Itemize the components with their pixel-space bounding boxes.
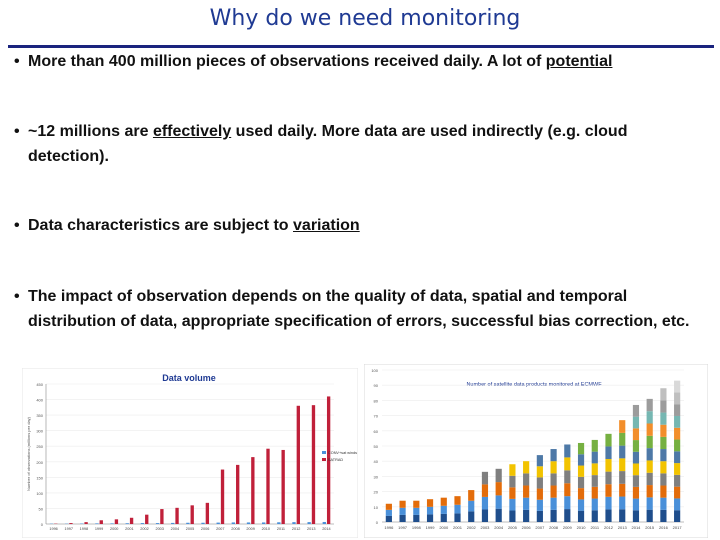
- x-tick-label: 2008: [549, 525, 559, 530]
- x-tick-label: 2004: [170, 527, 180, 531]
- stack-segment-2017: [674, 510, 680, 522]
- stack-segment-2008: [551, 498, 557, 510]
- stack-segment-2013: [619, 497, 625, 510]
- stack-segment-2012: [605, 446, 611, 459]
- chart-frame: [22, 368, 358, 538]
- bar-satrad-2004: [175, 508, 178, 524]
- stack-segment-2012: [605, 434, 611, 447]
- stack-segment-1996: [386, 510, 392, 516]
- y-tick-label: 150: [36, 475, 43, 481]
- x-tick-label: 2012: [604, 525, 613, 530]
- bullet-glyph: •: [14, 53, 20, 70]
- stack-segment-2001: [454, 496, 460, 505]
- bullet-underlined-text: potential: [545, 53, 613, 70]
- stack-segment-2012: [605, 509, 611, 522]
- stack-segment-2014: [633, 510, 639, 522]
- bar-conv-sat-winds-2001: [126, 523, 129, 524]
- stack-segment-2016: [660, 400, 666, 412]
- stack-segment-1999: [427, 499, 433, 507]
- bar-conv-sat-winds-2009: [247, 522, 250, 524]
- x-tick-label: 1997: [398, 525, 408, 530]
- stack-segment-2003: [482, 484, 488, 497]
- stack-segment-2009: [564, 496, 570, 509]
- bar-conv-sat-winds-2000: [110, 523, 113, 524]
- y-tick-label: 10: [373, 504, 378, 510]
- stack-segment-2011: [592, 475, 598, 487]
- stack-segment-2014: [633, 417, 639, 429]
- y-tick-label: 300: [36, 428, 43, 434]
- stack-segment-2017: [674, 392, 680, 404]
- x-tick-label: 2001: [453, 525, 462, 530]
- x-tick-label: 2000: [439, 525, 449, 530]
- stack-segment-2011: [592, 510, 598, 522]
- y-tick-label: 250: [36, 444, 43, 450]
- stack-segment-2004: [496, 509, 502, 522]
- chart-title: Number of satellite data products monitored at ECMWF: [466, 382, 602, 388]
- stack-segment-2006: [523, 510, 529, 522]
- stack-segment-1999: [427, 507, 433, 515]
- slide-title: Why do we need monitoring: [209, 6, 521, 31]
- legend-label: SATRAD: [328, 458, 344, 462]
- y-tick-label: 0: [40, 522, 43, 527]
- stack-segment-2017: [674, 404, 680, 416]
- stack-segment-2010: [578, 488, 584, 499]
- bar-conv-sat-winds-2004: [171, 523, 174, 524]
- stack-segment-2016: [660, 486, 666, 498]
- stack-segment-2007: [537, 511, 543, 522]
- stack-segment-2012: [605, 472, 611, 485]
- bar-satrad-1998: [84, 522, 87, 524]
- stack-segment-2000: [441, 514, 447, 522]
- stack-segment-2016: [660, 413, 666, 425]
- stack-segment-2013: [619, 471, 625, 484]
- bullet-3: [14, 213, 704, 238]
- stack-segment-2016: [660, 498, 666, 510]
- stack-segment-2015: [647, 448, 653, 460]
- y-tick-label: 30: [373, 474, 378, 480]
- bullet-glyph: •: [14, 123, 20, 140]
- stack-segment-1998: [413, 515, 419, 522]
- stack-segment-2002: [468, 511, 474, 522]
- stack-segment-2005: [509, 464, 515, 476]
- x-tick-label: 2013: [307, 527, 316, 531]
- stack-segment-2008: [551, 461, 557, 473]
- stack-segment-2015: [647, 485, 653, 497]
- bar-conv-sat-winds-2002: [141, 523, 144, 524]
- stack-segment-2007: [537, 455, 543, 466]
- data-volume-chart: [22, 368, 358, 538]
- stack-segment-2011: [592, 487, 598, 499]
- stack-segment-2009: [564, 470, 570, 483]
- stack-segment-2017: [674, 463, 680, 475]
- bullet-1: [14, 49, 704, 74]
- stack-segment-2010: [578, 499, 584, 510]
- x-tick-label: 2010: [261, 527, 271, 531]
- satellite-products-chart-svg: [364, 364, 708, 538]
- stack-segment-2009: [564, 444, 570, 457]
- bar-satrad-2002: [145, 515, 148, 524]
- stack-segment-2013: [619, 484, 625, 497]
- stack-segment-2011: [592, 463, 598, 475]
- y-tick-label: 70: [373, 413, 378, 419]
- stack-segment-2014: [633, 440, 639, 452]
- bar-conv-sat-winds-1999: [95, 523, 98, 524]
- stack-segment-1996: [386, 516, 392, 522]
- stack-segment-2009: [564, 509, 570, 522]
- x-tick-label: 2011: [590, 525, 600, 530]
- bar-conv-sat-winds-2011: [277, 522, 280, 524]
- y-tick-label: 200: [36, 459, 43, 465]
- x-tick-label: 2009: [246, 527, 255, 531]
- x-tick-label: 2007: [216, 527, 225, 531]
- stack-segment-2007: [537, 466, 543, 477]
- stack-segment-2016: [660, 473, 666, 485]
- x-tick-label: 2012: [291, 527, 301, 531]
- bullet-glyph: •: [14, 217, 20, 234]
- stack-segment-1999: [427, 514, 433, 522]
- stack-segment-2014: [633, 452, 639, 464]
- bar-conv-sat-winds-2006: [201, 523, 204, 524]
- stack-segment-2012: [605, 459, 611, 472]
- x-tick-label: 2004: [494, 525, 504, 530]
- chart-title: Data volume: [162, 373, 216, 383]
- bar-satrad-2003: [160, 509, 163, 524]
- x-tick-label: 2003: [155, 527, 164, 531]
- stack-segment-2017: [674, 440, 680, 452]
- stack-segment-1996: [386, 504, 392, 510]
- bar-conv-sat-winds-2014: [323, 522, 326, 524]
- legend-swatch: [322, 458, 326, 461]
- bar-satrad-1997: [69, 523, 72, 524]
- x-tick-label: 2010: [576, 525, 586, 530]
- stack-segment-2007: [537, 477, 543, 488]
- y-axis-label: Number of observations (millions per day): [26, 416, 31, 492]
- stack-segment-1997: [400, 501, 406, 508]
- stack-segment-2001: [454, 505, 460, 514]
- stack-segment-2017: [674, 475, 680, 487]
- x-tick-label: 2002: [466, 525, 476, 530]
- x-tick-label: 1997: [64, 527, 73, 531]
- x-tick-label: 1998: [79, 527, 89, 531]
- stack-segment-2005: [509, 487, 515, 499]
- stack-segment-2008: [551, 510, 557, 522]
- stack-segment-2010: [578, 443, 584, 454]
- bar-conv-sat-winds-2012: [292, 522, 295, 524]
- stack-segment-2014: [633, 428, 639, 440]
- y-tick-label: 80: [373, 398, 378, 404]
- satellite-products-chart: [364, 364, 708, 538]
- stack-segment-2015: [647, 411, 653, 423]
- x-tick-label: 2006: [521, 525, 531, 530]
- stack-segment-2014: [633, 499, 639, 511]
- bullet-underlined-text: variation: [293, 217, 360, 234]
- stack-segment-2007: [537, 489, 543, 500]
- bar-satrad-2010: [266, 449, 269, 524]
- stack-segment-2008: [551, 486, 557, 498]
- stack-segment-2013: [619, 433, 625, 446]
- stack-segment-1997: [400, 515, 406, 522]
- bar-satrad-2013: [312, 405, 315, 524]
- stack-segment-2009: [564, 457, 570, 470]
- x-tick-label: 2001: [125, 527, 134, 531]
- y-tick-label: 0: [375, 520, 378, 525]
- y-tick-label: 20: [373, 489, 378, 495]
- legend-label: CONV+sat winds: [328, 451, 358, 455]
- bar-satrad-2000: [115, 519, 118, 524]
- x-tick-label: 2008: [231, 527, 240, 531]
- stack-segment-2013: [619, 446, 625, 459]
- stack-segment-2016: [660, 388, 666, 400]
- bar-satrad-2011: [281, 450, 284, 524]
- x-tick-label: 2014: [631, 525, 641, 530]
- stack-segment-2017: [674, 451, 680, 463]
- stack-segment-2008: [551, 449, 557, 461]
- x-tick-label: 2005: [507, 525, 517, 530]
- stack-segment-2010: [578, 466, 584, 477]
- bar-satrad-1999: [100, 520, 103, 524]
- bar-satrad-2012: [297, 406, 300, 524]
- bar-conv-sat-winds-2013: [307, 522, 310, 524]
- stack-segment-2014: [633, 487, 639, 499]
- bar-satrad-2007: [221, 470, 224, 524]
- x-tick-label: 2009: [562, 525, 572, 530]
- stack-segment-2005: [509, 499, 515, 511]
- bullet-4: [14, 284, 704, 334]
- x-tick-label: 2016: [658, 525, 668, 530]
- stack-segment-2017: [674, 428, 680, 440]
- bar-satrad-2008: [236, 465, 239, 524]
- bullet-text: The impact of observation depends on the quality of data, spatial and temporal distribution of data, appropriate specification of errors, successful bias correction, etc.: [28, 288, 690, 330]
- stack-segment-2006: [523, 498, 529, 510]
- y-tick-label: 100: [371, 368, 378, 373]
- bullet-text: ~12 millions are: [28, 123, 153, 140]
- stack-segment-2015: [647, 473, 653, 485]
- bar-satrad-2009: [251, 457, 254, 524]
- y-tick-label: 40: [373, 459, 378, 465]
- x-tick-label: 2011: [276, 527, 286, 531]
- stack-segment-2000: [441, 498, 447, 506]
- y-tick-label: 90: [373, 383, 378, 389]
- stack-segment-2002: [468, 490, 474, 501]
- stack-segment-2010: [578, 477, 584, 488]
- x-tick-label: 1998: [411, 525, 421, 530]
- stack-segment-2003: [482, 497, 488, 510]
- stack-segment-2013: [619, 509, 625, 522]
- stack-segment-2013: [619, 420, 625, 433]
- x-tick-label: 2000: [109, 527, 119, 531]
- bar-satrad-2005: [191, 505, 194, 524]
- bar-satrad-2006: [206, 503, 209, 524]
- y-tick-label: 60: [373, 428, 378, 434]
- x-tick-label: 2017: [672, 525, 682, 530]
- stack-segment-2002: [468, 501, 474, 512]
- stack-segment-2017: [674, 487, 680, 499]
- stack-segment-2011: [592, 452, 598, 464]
- stack-segment-2004: [496, 469, 502, 482]
- stack-segment-2014: [633, 463, 639, 475]
- stack-segment-2015: [647, 399, 653, 411]
- stack-segment-2011: [592, 499, 598, 511]
- x-tick-label: 1999: [94, 527, 104, 531]
- stack-segment-2010: [578, 511, 584, 522]
- stack-segment-2012: [605, 484, 611, 497]
- x-tick-label: 2005: [185, 527, 195, 531]
- stack-segment-2015: [647, 436, 653, 448]
- stack-segment-2001: [454, 513, 460, 522]
- stack-segment-2013: [619, 458, 625, 471]
- bullet-text: More than 400 million pieces of observations received daily. A lot of: [28, 53, 546, 70]
- stack-segment-2004: [496, 482, 502, 495]
- stack-segment-2011: [592, 440, 598, 452]
- stack-segment-2005: [509, 476, 515, 488]
- stack-segment-2009: [564, 483, 570, 496]
- stack-segment-2006: [523, 473, 529, 485]
- stack-segment-2016: [660, 461, 666, 473]
- stack-segment-2016: [660, 510, 666, 522]
- stack-segment-2015: [647, 497, 653, 509]
- stack-segment-2017: [674, 381, 680, 393]
- stack-segment-2003: [482, 509, 488, 522]
- stack-segment-1998: [413, 508, 419, 515]
- stack-segment-2000: [441, 506, 447, 514]
- stack-segment-2016: [660, 437, 666, 449]
- stack-segment-2014: [633, 475, 639, 487]
- y-tick-label: 100: [36, 490, 43, 496]
- stack-segment-1997: [400, 508, 406, 515]
- x-tick-label: 2013: [617, 525, 627, 530]
- bullet-text: Data characteristics are subject to: [28, 217, 294, 234]
- stack-segment-2004: [496, 495, 502, 508]
- bar-satrad-2001: [130, 518, 133, 524]
- y-tick-label: 450: [36, 382, 43, 387]
- bullet-underlined-text: effectively: [152, 123, 232, 140]
- y-tick-label: 50: [38, 506, 43, 512]
- bullet-glyph: •: [14, 288, 20, 305]
- legend-swatch: [322, 451, 326, 454]
- stack-segment-2010: [578, 454, 584, 465]
- y-tick-label: 400: [36, 397, 43, 403]
- stack-segment-2017: [674, 498, 680, 510]
- bar-conv-sat-winds-2005: [186, 523, 189, 524]
- x-tick-label: 1996: [384, 525, 394, 530]
- bar-conv-sat-winds-2010: [262, 522, 265, 524]
- stack-segment-2005: [509, 510, 515, 522]
- bullet-2: • ~12 millions are effectively used daily. More data are used indirectly (e.g. cloud detection).: [14, 119, 704, 169]
- stack-segment-2015: [647, 510, 653, 522]
- x-tick-label: 2002: [140, 527, 149, 531]
- x-tick-label: 2003: [480, 525, 490, 530]
- x-tick-label: 2007: [535, 525, 545, 530]
- x-tick-label: 1996: [49, 527, 58, 531]
- y-tick-label: 350: [36, 413, 43, 419]
- data-volume-chart-svg: [22, 368, 358, 538]
- stack-segment-2016: [660, 425, 666, 437]
- x-tick-label: 2014: [322, 527, 331, 531]
- stack-segment-2008: [551, 473, 557, 485]
- title-rule: [8, 45, 714, 48]
- stack-segment-2015: [647, 424, 653, 436]
- stack-segment-2006: [523, 486, 529, 498]
- bar-conv-sat-winds-2007: [217, 523, 220, 524]
- stack-segment-1998: [413, 501, 419, 508]
- y-tick-label: 50: [373, 444, 378, 449]
- stack-segment-2006: [523, 461, 529, 473]
- bar-conv-sat-winds-2003: [156, 523, 159, 524]
- stack-segment-2003: [482, 472, 488, 485]
- stack-segment-2014: [633, 405, 639, 417]
- x-tick-label: 2015: [645, 525, 655, 530]
- x-tick-label: 2006: [200, 527, 210, 531]
- stack-segment-2015: [647, 460, 653, 472]
- stack-segment-2017: [674, 416, 680, 428]
- bar-conv-sat-winds-2008: [232, 522, 235, 524]
- x-tick-label: 1999: [425, 525, 435, 530]
- stack-segment-2012: [605, 497, 611, 510]
- stack-segment-2016: [660, 449, 666, 461]
- stack-segment-2007: [537, 500, 543, 511]
